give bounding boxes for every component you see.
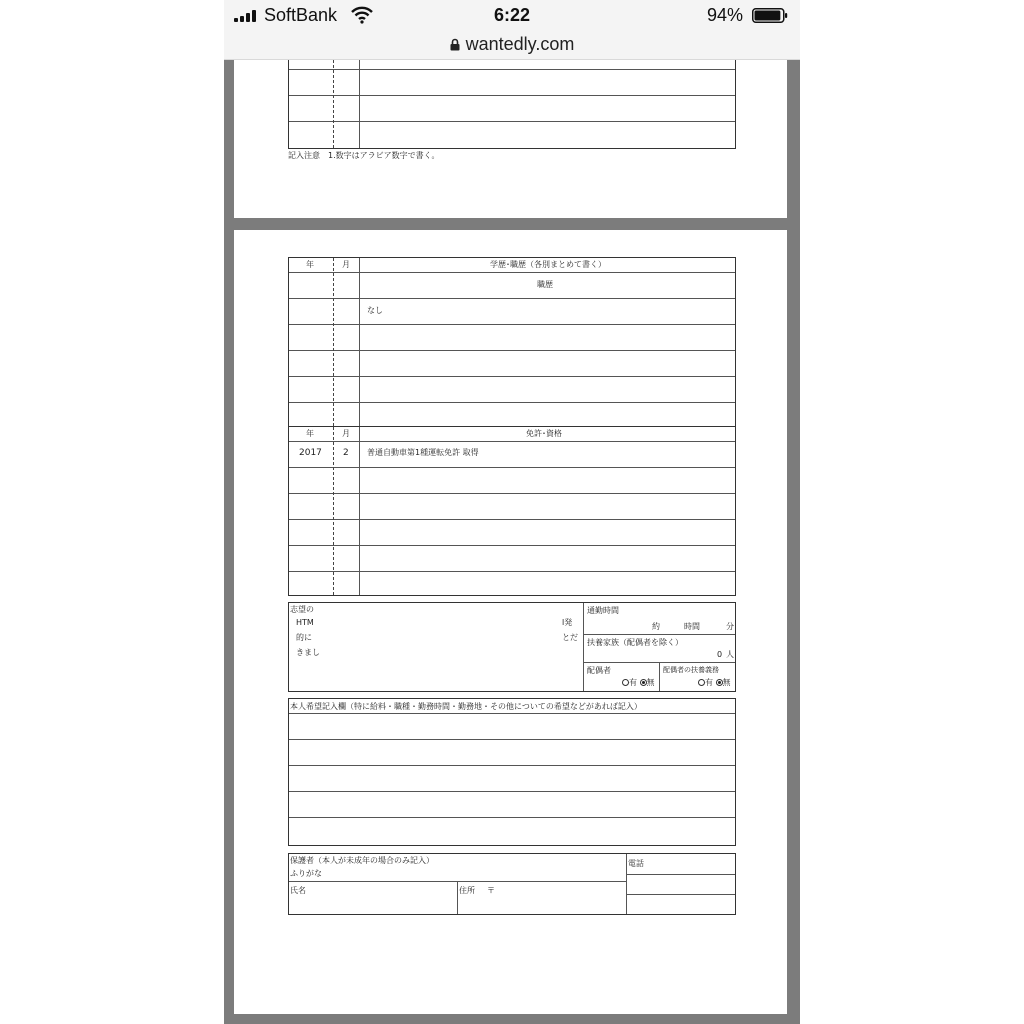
motivation-line-1-end: l発: [562, 618, 573, 627]
commute-minutes: 分: [726, 622, 734, 631]
spouse-support-no-radio[interactable]: [716, 679, 723, 686]
license-year: 2017: [299, 448, 322, 458]
spouse-support-yes-radio[interactable]: [698, 679, 705, 686]
dependents-count: 0: [717, 650, 723, 659]
dependents-unit: 人: [726, 650, 734, 659]
document-page-2: [234, 230, 787, 1014]
carrier-name: SoftBank: [264, 5, 338, 25]
motivation-label: 志望の: [290, 605, 314, 614]
work-history-table: [288, 257, 736, 427]
personal-requests-table: [288, 698, 736, 846]
work-history-entry: なし: [367, 306, 383, 315]
licenses-table: [288, 426, 736, 596]
lock-icon: [450, 38, 460, 51]
guardian-phone: 電話: [628, 859, 644, 868]
spouse-options: 有 無: [622, 679, 655, 687]
spouse-support-options: 有 無: [698, 679, 731, 687]
personal-requests-label: 本人希望記入欄（特に給料・職種・勤務時間・勤務地・その他についての希望などがあれば記入）: [290, 702, 642, 711]
commute-approx: 約: [652, 622, 660, 631]
commute-label: 通勤時間: [587, 606, 619, 615]
status-bar: [224, 0, 800, 30]
dependents-label: 扶養家族（配偶者を除く）: [587, 638, 683, 647]
document-page-1: [234, 60, 787, 218]
phone-viewport: [224, 0, 800, 1024]
clock: 6:22: [493, 5, 531, 25]
licenses-title-header: 免許･資格: [526, 429, 562, 438]
motivation-line-1: HTM: [296, 618, 314, 627]
history-title-header: 学歴･職歴（各別まとめて書く）: [490, 260, 606, 269]
year-header: 年: [306, 260, 314, 269]
battery-icon: [752, 8, 788, 23]
spouse-support-label: 配偶者の扶養義務: [663, 666, 719, 674]
license-month: 2: [343, 448, 349, 458]
spouse-label: 配偶者: [587, 666, 611, 675]
battery-percent: 94%: [707, 5, 744, 25]
spouse-no-radio[interactable]: [640, 679, 647, 686]
year-header: 年: [306, 429, 314, 438]
guardian-furigana: ふりがな: [290, 869, 322, 878]
guardian-name: 氏名: [290, 886, 306, 895]
month-header: 月: [342, 429, 350, 438]
commute-hours: 時間: [684, 622, 700, 631]
history-table-tail: [288, 60, 736, 149]
entry-note: 記入注意 1.数字はアラビア数字で書く。: [288, 151, 440, 160]
address-bar[interactable]: [224, 30, 800, 60]
motivation-line-2-end: とだ: [562, 633, 578, 642]
motivation-line-3: きまし: [296, 648, 320, 657]
guardian-label: 保護者（本人が未成年の場合のみ記入）: [290, 856, 434, 865]
month-header: 月: [342, 260, 350, 269]
guardian-postal-mark: 〒: [487, 886, 495, 895]
url-text: wantedly.com: [465, 34, 575, 54]
work-history-label: 職歴: [537, 280, 553, 289]
guardian-table: [288, 853, 736, 915]
motivation-block: [288, 602, 736, 692]
license-text: 普通自動車第1種運転免許 取得: [367, 448, 479, 457]
spouse-yes-radio[interactable]: [622, 679, 629, 686]
motivation-line-2: 的に: [296, 633, 312, 642]
guardian-address: 住所: [459, 886, 475, 895]
